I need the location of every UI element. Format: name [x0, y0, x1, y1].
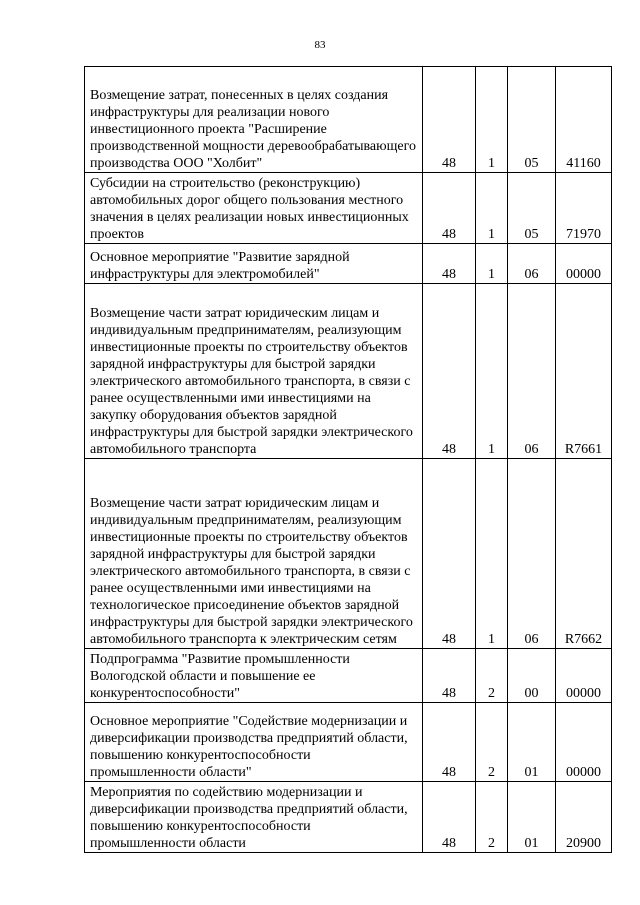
code-col3: 06 [508, 244, 556, 284]
table-row [85, 173, 612, 244]
code-col1: 48 [423, 782, 476, 853]
code-col4: 71970 [556, 173, 612, 244]
code-col2: 2 [476, 782, 508, 853]
code-col3: 06 [508, 459, 556, 649]
table-row [85, 649, 612, 703]
code-col3: 00 [508, 649, 556, 703]
row-name: Возмещение части затрат юридическим лицам и индивидуальным предпринимателям, реализующим инвестиционные проекты по строительству объектов зарядной инфраструктуры для быстрой зарядки электрического автомобильного транспорта, в связи с ранее осуществленными ими инвестициями на закупку оборудования объектов зарядной инфраструктуры для быстрой зарядки электрического автомобильного транспорта [85, 284, 423, 459]
code-col2: 1 [476, 284, 508, 459]
code-col3: 01 [508, 782, 556, 853]
code-col4: 00000 [556, 703, 612, 782]
code-col3: 05 [508, 173, 556, 244]
code-col4: 00000 [556, 649, 612, 703]
row-name: Мероприятия по содействию модернизации и диверсификации производства предприятий области, повышению конкурентоспособности промышленности области [85, 782, 423, 853]
code-col3: 05 [508, 67, 556, 173]
code-col1: 48 [423, 703, 476, 782]
code-col4: 41160 [556, 67, 612, 173]
page-number: 83 [314, 39, 326, 51]
row-name: Субсидии на строительство (реконструкцию) автомобильных дорог общего пользования местного значения в целях реализации новых инвестиционных проектов [85, 173, 423, 244]
code-col2: 2 [476, 703, 508, 782]
code-col4: 00000 [556, 244, 612, 284]
row-name: Основное мероприятие "Развитие зарядной инфраструктуры для электромобилей" [85, 244, 423, 284]
table-row [85, 284, 612, 459]
code-col1: 48 [423, 284, 476, 459]
table-row [85, 703, 612, 782]
code-col3: 06 [508, 284, 556, 459]
code-col2: 1 [476, 244, 508, 284]
table-row [85, 459, 612, 649]
row-name: Основное мероприятие "Содействие модернизации и диверсификации производства предприятий области, повышению конкурентоспособности промышленности области" [85, 703, 423, 782]
code-col4: R7661 [556, 284, 612, 459]
code-col1: 48 [423, 173, 476, 244]
code-col3: 01 [508, 703, 556, 782]
code-col1: 48 [423, 67, 476, 173]
code-col1: 48 [423, 459, 476, 649]
table-row [85, 782, 612, 853]
row-name: Возмещение затрат, понесенных в целях создания инфраструктуры для реализации нового инвестиционного проекта "Расширение производственной мощности деревообрабатывающего производства ООО "Холбит" [85, 67, 423, 173]
row-name: Подпрограмма "Развитие промышленности Вологодской области и повышение ее конкурентоспособности" [85, 649, 423, 703]
code-col2: 1 [476, 173, 508, 244]
code-col2: 2 [476, 649, 508, 703]
code-col1: 48 [423, 244, 476, 284]
row-name: Возмещение части затрат юридическим лицам и индивидуальным предпринимателям, реализующим инвестиционные проекты по строительству объектов зарядной инфраструктуры для быстрой зарядки электрического автомобильного транспорта, в связи с ранее осуществленными ими инвестициями на технологическое присоединение объектов зарядной инфраструктуры для быстрой зарядки электрического автомобильного транспорта к электрическим сетям [85, 459, 423, 649]
code-col4: R7662 [556, 459, 612, 649]
code-col1: 48 [423, 649, 476, 703]
code-col4: 20900 [556, 782, 612, 853]
code-col2: 1 [476, 459, 508, 649]
table-row [85, 244, 612, 284]
table-row [85, 67, 612, 173]
code-col2: 1 [476, 67, 508, 173]
budget-classification-table [84, 66, 612, 853]
